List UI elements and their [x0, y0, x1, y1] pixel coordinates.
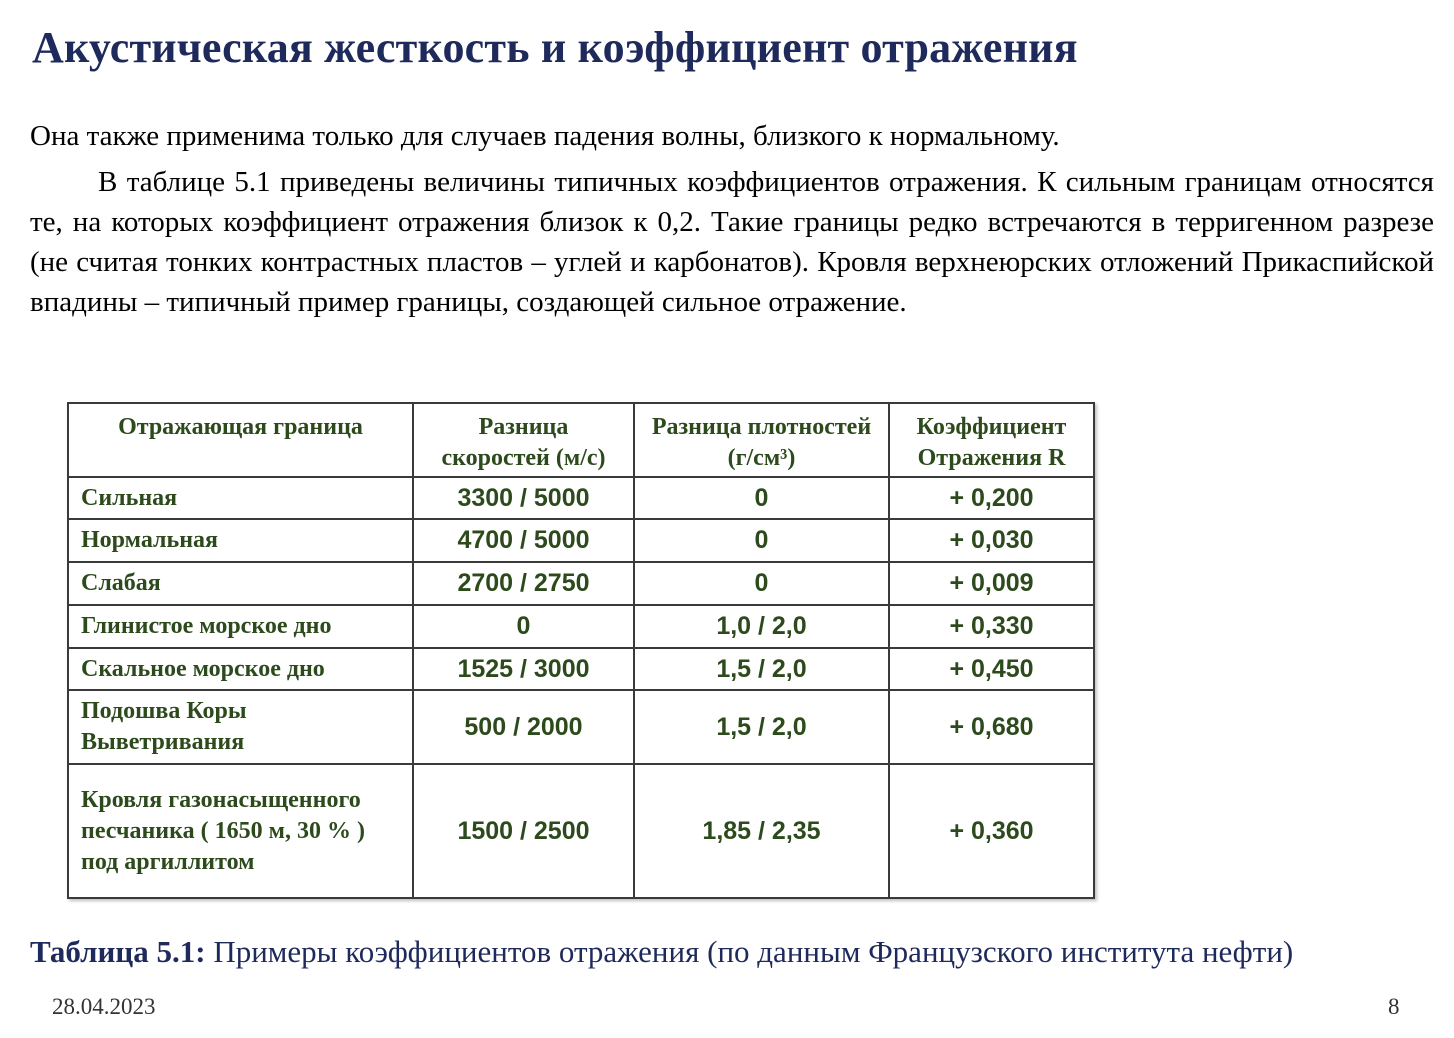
slide-title: Акустическая жесткость и коэффициент отражения	[32, 23, 1078, 72]
cell-velocity: 4700 / 5000	[413, 519, 634, 562]
cell-velocity: 1500 / 2500	[413, 764, 634, 898]
cell-velocity: 0	[413, 605, 634, 648]
cell-boundary: Сильная	[68, 477, 413, 519]
page-number: 8	[1388, 994, 1400, 1019]
table-caption	[30, 934, 1293, 970]
table-header-row	[68, 403, 1094, 477]
cell-boundary: Нормальная	[68, 519, 413, 562]
cell-velocity: 2700 / 2750	[413, 562, 634, 605]
cell-density: 0	[634, 477, 889, 519]
cell-boundary: Слабая	[68, 562, 413, 605]
cell-coefficient: + 0,030	[889, 519, 1094, 562]
cell-density: 1,5 / 2,0	[634, 690, 889, 764]
cell-boundary: Кровля газонасыщенного песчаника ( 1650 м, 30 % ) под аргиллитом	[68, 764, 413, 898]
table-row	[68, 519, 1094, 562]
header-boundary: Отражающая граница	[68, 403, 413, 477]
cell-coefficient: + 0,200	[889, 477, 1094, 519]
cell-coefficient: + 0,360	[889, 764, 1094, 898]
header-coefficient: Коэффициент Отражения R	[889, 403, 1094, 477]
table-row	[68, 562, 1094, 605]
caption-text: Примеры коэффициентов отражения (по данным Французского института нефти)	[205, 934, 1294, 969]
cell-coefficient: + 0,450	[889, 648, 1094, 690]
table-row	[68, 605, 1094, 648]
table-row	[68, 648, 1094, 690]
cell-density: 1,0 / 2,0	[634, 605, 889, 648]
body-paragraph: В таблице 5.1 приведены величины типичных коэффициентов отражения. К сильным границам относятся те, на которых коэффициент отражения близок к 0,2. Такие границы редко встречаются в терригенном разрезе (не считая тонких контрастных пластов – углей и карбонатов). Кровля верхнеюрских отложений Прикаспийской впадины – типичный пример границы, создающей сильное отражение.	[30, 166, 1434, 318]
reflection-coefficients-table	[67, 402, 1095, 899]
cell-density: 0	[634, 562, 889, 605]
cell-coefficient: + 0,680	[889, 690, 1094, 764]
cell-boundary: Подошва Коры Выветривания	[68, 690, 413, 764]
table-row	[68, 764, 1094, 898]
cell-velocity: 3300 / 5000	[413, 477, 634, 519]
header-velocity: Разница скоростей (м/с)	[413, 403, 634, 477]
cell-coefficient: + 0,330	[889, 605, 1094, 648]
cell-coefficient: + 0,009	[889, 562, 1094, 605]
intro-paragraph: Она также применима только для случаев падения волны, близкого к нормальному.	[30, 120, 1060, 152]
cell-density: 0	[634, 519, 889, 562]
cell-density: 1,85 / 2,35	[634, 764, 889, 898]
caption-label: Таблица 5.1:	[30, 934, 206, 969]
cell-density: 1,5 / 2,0	[634, 648, 889, 690]
cell-velocity: 500 / 2000	[413, 690, 634, 764]
cell-boundary: Глинистое морское дно	[68, 605, 413, 648]
footer-date: 28.04.2023	[52, 994, 156, 1019]
cell-velocity: 1525 / 3000	[413, 648, 634, 690]
table-row	[68, 690, 1094, 764]
cell-boundary: Скальное морское дно	[68, 648, 413, 690]
header-density: Разница плотностей (г/см³)	[634, 403, 889, 477]
table-row	[68, 477, 1094, 519]
